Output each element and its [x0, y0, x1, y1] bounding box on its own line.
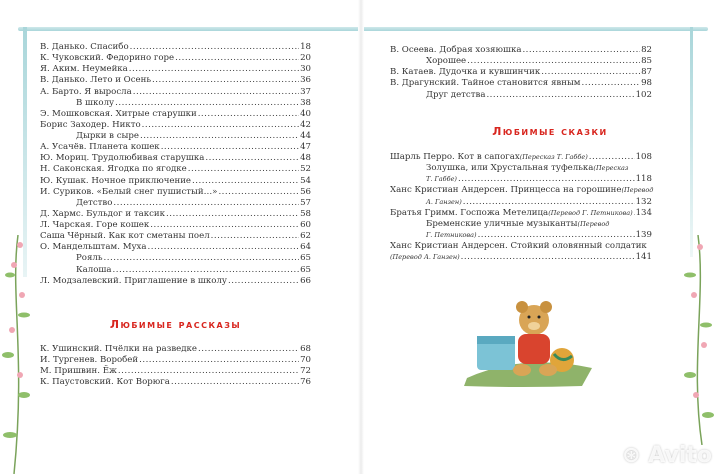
entry-translator-note: Т. Габбе) [426, 175, 457, 184]
toc-entry [40, 366, 311, 377]
entry-page-number: 76 [300, 377, 311, 388]
toc-entry [390, 208, 652, 219]
dot-leader [589, 152, 635, 163]
entry-title: Друг детства [426, 89, 486, 100]
dot-leader [118, 366, 299, 377]
entry-page-number: 102 [635, 89, 652, 100]
entry-page-number: 134 [635, 207, 652, 218]
dot-leader [218, 187, 299, 198]
entry-page-number: 58 [300, 208, 311, 219]
dot-leader [139, 355, 299, 366]
entry-title: А. Усачёв. Планета кошек [40, 142, 160, 153]
entry-translator-note: (Перевод А. Ганзен) [390, 253, 460, 262]
entry-title: Борис Заходер. Никто [40, 119, 141, 130]
dot-leader [113, 265, 300, 276]
dot-leader [541, 67, 640, 78]
entry-title: Дырки в сыре [76, 131, 139, 141]
decorative-border-right [690, 27, 693, 257]
entry-translator-note: Г. Петникова) [426, 230, 477, 239]
entry-page-number: 56 [300, 186, 311, 197]
toc-entry [390, 90, 652, 101]
dot-leader [161, 142, 299, 153]
entry-title: Рояль [76, 253, 103, 264]
entry-translator-note: А. Ганзен) [426, 197, 462, 206]
dot-leader [152, 75, 299, 86]
entry-page-number: 30 [300, 64, 311, 75]
toc-entry [40, 109, 311, 120]
dot-leader [140, 131, 299, 142]
entry-page-number: 68 [300, 344, 311, 354]
toc-entry [40, 355, 311, 366]
entry-title: В. Данько. Лето и Осень [40, 75, 152, 86]
entry-page-number: 20 [300, 53, 311, 64]
toc-entry [390, 56, 652, 67]
toc-entry [390, 152, 652, 163]
toc-entry [40, 75, 311, 86]
toc-entry [40, 64, 311, 75]
dot-leader [150, 220, 299, 231]
dot-leader [205, 153, 299, 164]
entry-title: Ханс Кристиан Андерсен. Принцесса на горошине [390, 185, 622, 196]
toc-stories-list [40, 344, 311, 389]
entry-page-number: 72 [300, 366, 311, 377]
book-spine [358, 0, 364, 474]
toc-entry [390, 45, 652, 56]
entry-title: Детство [76, 197, 113, 208]
entry-title: В школу [76, 97, 115, 108]
toc-entry [390, 241, 652, 252]
entry-page-number: 118 [635, 174, 652, 185]
toc-entry [390, 252, 652, 263]
entry-page-number: 38 [300, 97, 311, 108]
dot-leader [192, 176, 299, 187]
entry-page-number: 37 [300, 86, 311, 97]
toc-left-list [40, 42, 311, 287]
entry-title: О. Мандельштам. Муха [40, 242, 147, 253]
entry-translator-note: (Перевод Г. Петникова) [548, 208, 633, 217]
dot-leader [175, 53, 299, 64]
dot-leader [130, 42, 299, 53]
entry-title: Калоша [76, 264, 112, 275]
section-heading-tales: Любимые сказки [492, 125, 608, 138]
toc-entry [40, 98, 311, 109]
dot-leader [211, 231, 299, 242]
dot-leader [458, 174, 635, 185]
toc-entry [40, 209, 311, 220]
entry-title: Хорошее [426, 56, 467, 67]
entry-translator-note: (Пересказ [593, 164, 629, 173]
toc-entry [40, 231, 311, 242]
entry-title: И. Тургенев. Воробей [40, 355, 139, 366]
entry-title: Л. Модзалевский. Приглашение в школу [40, 275, 227, 286]
entry-title: А. Барто. Я выросла [40, 86, 132, 97]
toc-entry [40, 142, 311, 153]
dot-leader [166, 209, 299, 220]
entry-page-number: 36 [300, 75, 311, 86]
dot-leader [171, 377, 299, 388]
entry-page-number: 70 [300, 355, 311, 366]
toc-entry [390, 219, 652, 230]
entry-page-number: 54 [300, 175, 311, 186]
entry-title: И. Суриков. «Белый снег пушистый…» [40, 186, 218, 197]
entry-title: Золушка, или Хрустальная туфелька [426, 163, 594, 174]
section-heading-stories: Любимые рассказы [109, 318, 242, 331]
toc-entry [40, 253, 311, 264]
entry-page-number: 42 [300, 119, 311, 130]
dot-leader [522, 45, 640, 56]
dot-leader [188, 164, 299, 175]
entry-title: М. Пришвин. Ёж [40, 366, 117, 377]
entry-title: Шарль Перро. Кот в сапогах [390, 152, 520, 162]
dot-leader [467, 56, 640, 67]
entry-page-number: 98 [641, 78, 652, 89]
dot-leader [198, 109, 299, 120]
toc-entry [390, 230, 652, 241]
entry-title: Н. Саконская. Ягодка по ягодке [40, 164, 187, 175]
entry-title: В. Осеева. Добрая хозяюшка [390, 45, 522, 55]
entry-title: Бременские уличные музыканты [426, 218, 578, 229]
entry-page-number: 85 [641, 56, 652, 67]
entry-title: Братья Гримм. Госпожа Метелица [390, 207, 549, 218]
toc-entry [40, 42, 311, 53]
entry-title: Саша Чёрный. Как кот сметаны поел [40, 231, 210, 242]
dot-leader [198, 344, 299, 355]
entry-title: Ю. Кушак. Ночное приключение [40, 175, 192, 186]
avito-watermark: ⊛ Avito [622, 443, 712, 468]
toc-entry [40, 187, 311, 198]
dot-leader [634, 208, 635, 219]
entry-title: Ханс Кристиан Андерсен. Стойкий оловянный солдатик [390, 241, 647, 251]
entry-page-number: 60 [300, 220, 311, 230]
entry-translator-note: (Перевод [621, 186, 654, 195]
entry-title: К. Чуковский. Федорино горе [40, 53, 175, 64]
entry-page-number: 66 [300, 275, 311, 286]
teddy-bear-illustration [462, 298, 597, 388]
toc-entry [40, 276, 311, 287]
entry-page-number: 65 [300, 264, 311, 275]
toc-entry [40, 131, 311, 142]
toc-entry [40, 377, 311, 388]
toc-entry [390, 174, 652, 185]
dot-leader [228, 276, 299, 287]
entry-page-number: 48 [300, 153, 311, 164]
toc-entry [40, 53, 311, 64]
entry-page-number: 57 [300, 197, 311, 208]
entry-page-number: 82 [641, 45, 652, 55]
entry-page-number: 47 [300, 142, 311, 153]
toc-entry [40, 242, 311, 253]
toc-entry [40, 344, 311, 355]
entry-translator-note: (Перевод [577, 219, 610, 228]
dot-leader [133, 87, 299, 98]
entry-page-number: 108 [635, 152, 652, 162]
entry-page-number: 64 [300, 242, 311, 253]
toc-entry [40, 120, 311, 131]
entry-title: Я. Аким. Неумейка [40, 64, 128, 75]
dot-leader [148, 242, 300, 253]
toc-entry [390, 78, 652, 89]
entry-page-number: 65 [300, 253, 311, 264]
entry-page-number: 62 [300, 231, 311, 242]
entry-page-number: 52 [300, 164, 311, 175]
toc-right-list [390, 45, 652, 101]
toc-tales-list [390, 152, 652, 263]
entry-page-number: 132 [635, 196, 652, 207]
dot-leader [486, 90, 634, 101]
entry-title: К. Ушинский. Пчёлки на разведке [40, 344, 197, 354]
entry-title: Э. Мошковская. Хитрые старушки [40, 108, 197, 119]
entry-title: Д. Хармс. Бульдог и таксик [40, 208, 165, 219]
toc-entry [40, 265, 311, 276]
entry-page-number: 141 [635, 252, 652, 263]
entry-title: В. Данько. Спасибо [40, 42, 129, 52]
dot-leader [581, 78, 640, 89]
toc-entry [390, 197, 652, 208]
dot-leader [461, 252, 635, 263]
entry-page-number: 139 [635, 229, 652, 240]
dot-leader [115, 98, 299, 109]
toc-entry [390, 185, 652, 196]
entry-page-number: 87 [641, 67, 652, 78]
entry-title: Ю. Мориц. Трудолюбивая старушка [40, 153, 205, 164]
dot-leader [478, 230, 635, 241]
entry-title: В. Драгунский. Тайное становится явным [390, 78, 581, 89]
toc-entry [390, 163, 652, 174]
flower-vine-right-illustration [676, 235, 720, 445]
toc-entry [40, 87, 311, 98]
toc-entry [40, 176, 311, 187]
entry-page-number: 18 [300, 42, 311, 52]
dot-leader [463, 197, 635, 208]
toc-entry [40, 164, 311, 175]
dot-leader [104, 253, 300, 264]
dot-leader [113, 198, 299, 209]
entry-page-number: 44 [300, 131, 311, 141]
dot-leader [129, 64, 299, 75]
toc-entry [390, 67, 652, 78]
dot-leader [142, 120, 299, 131]
entry-title: К. Паустовский. Кот Ворюга [40, 377, 170, 388]
toc-entry [40, 153, 311, 164]
entry-title: В. Катаев. Дудочка и кувшинчик [390, 67, 541, 78]
toc-entry [40, 220, 311, 231]
flower-vine-left-illustration [0, 235, 40, 474]
entry-translator-note: (Пересказ Т. Габбе) [519, 153, 588, 161]
entry-page-number: 40 [300, 108, 311, 119]
entry-title: Л. Чарская. Горе кошек [40, 220, 150, 230]
toc-entry [40, 198, 311, 209]
